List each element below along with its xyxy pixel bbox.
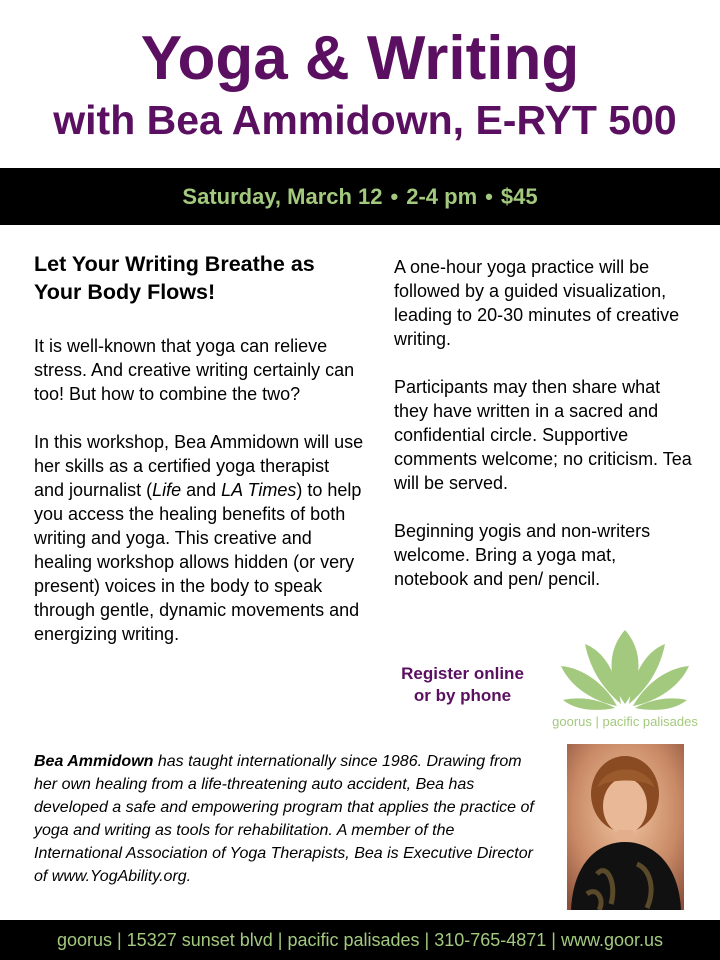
instructor-bio — [34, 750, 539, 888]
event-price: $45 — [500, 183, 538, 209]
instructor-name: Bea Ammidown — [34, 753, 154, 770]
register-line-1: Register online — [401, 664, 524, 683]
intro-paragraph: It is well-known that yoga can relieve stress. And creative writing certainly can too! But how to combine the two? — [34, 336, 355, 404]
flyer-subtitle: with Bea Ammidown, E-RYT 500 — [53, 97, 677, 143]
right-column — [394, 255, 694, 615]
logo-caption: goorus | pacific palisades — [552, 714, 698, 729]
lotus-logo-icon — [555, 622, 695, 714]
bullet-separator: • — [390, 183, 399, 209]
register-callout — [390, 663, 535, 707]
workshop-paragraph — [34, 430, 364, 646]
welcome-paragraph: Beginning yogis and non-writers welcome. Bring a yoga mat, notebook and pen/ pencil. — [394, 521, 651, 589]
instructor-photo — [567, 744, 684, 910]
publication-la-times: LA Times — [221, 480, 297, 500]
sharing-paragraph: Participants may then share what they have written in a sacred and confidential circle. Supportive comments welcome; no criticism. Tea will be served. — [394, 377, 692, 493]
footer-contact: goorus | 15327 sunset blvd | pacific palisades | 310-765-4871 | www.goor.us — [56, 929, 664, 950]
register-line-2: or by phone — [413, 686, 512, 705]
left-column — [34, 250, 364, 670]
event-date: Saturday, March 12 — [182, 183, 383, 209]
workshop-text-a: In this workshop, Bea Ammidown will use her skills as a certified yoga therapist and journalist ( — [34, 432, 364, 500]
bio-text: has taught internationally since 1986. Drawing from her own healing from a life-threatening auto accident, Bea has developed a safe and empowering program that applies the practice of yoga and writing as tools for rehabilitation. A member of the International Association of Yoga Therapists, Bea is Executive Director of www.YogAbility.org. — [34, 753, 534, 885]
headline: Let Your Writing Breathe as Your Body Flows! — [34, 252, 315, 304]
practice-paragraph: A one-hour yoga practice will be followed by a guided visualization, leading to 20-30 minutes of creative writing. — [394, 257, 680, 349]
event-time: 2-4 pm — [406, 183, 478, 209]
bullet-separator: • — [485, 183, 493, 209]
flyer-title: Yoga & Writing — [140, 24, 580, 93]
workshop-text-b: ) to help you access the healing benefits of both writing and yoga. This creative and healing workshop allows hidden (or very present) voices in the body to speak through gentle, dynamic movements and energizing writing. — [34, 480, 362, 644]
workshop-text-and: and — [181, 480, 222, 500]
event-details-band — [0, 168, 720, 225]
publication-life: Life — [152, 480, 182, 500]
footer-bar — [0, 920, 720, 960]
